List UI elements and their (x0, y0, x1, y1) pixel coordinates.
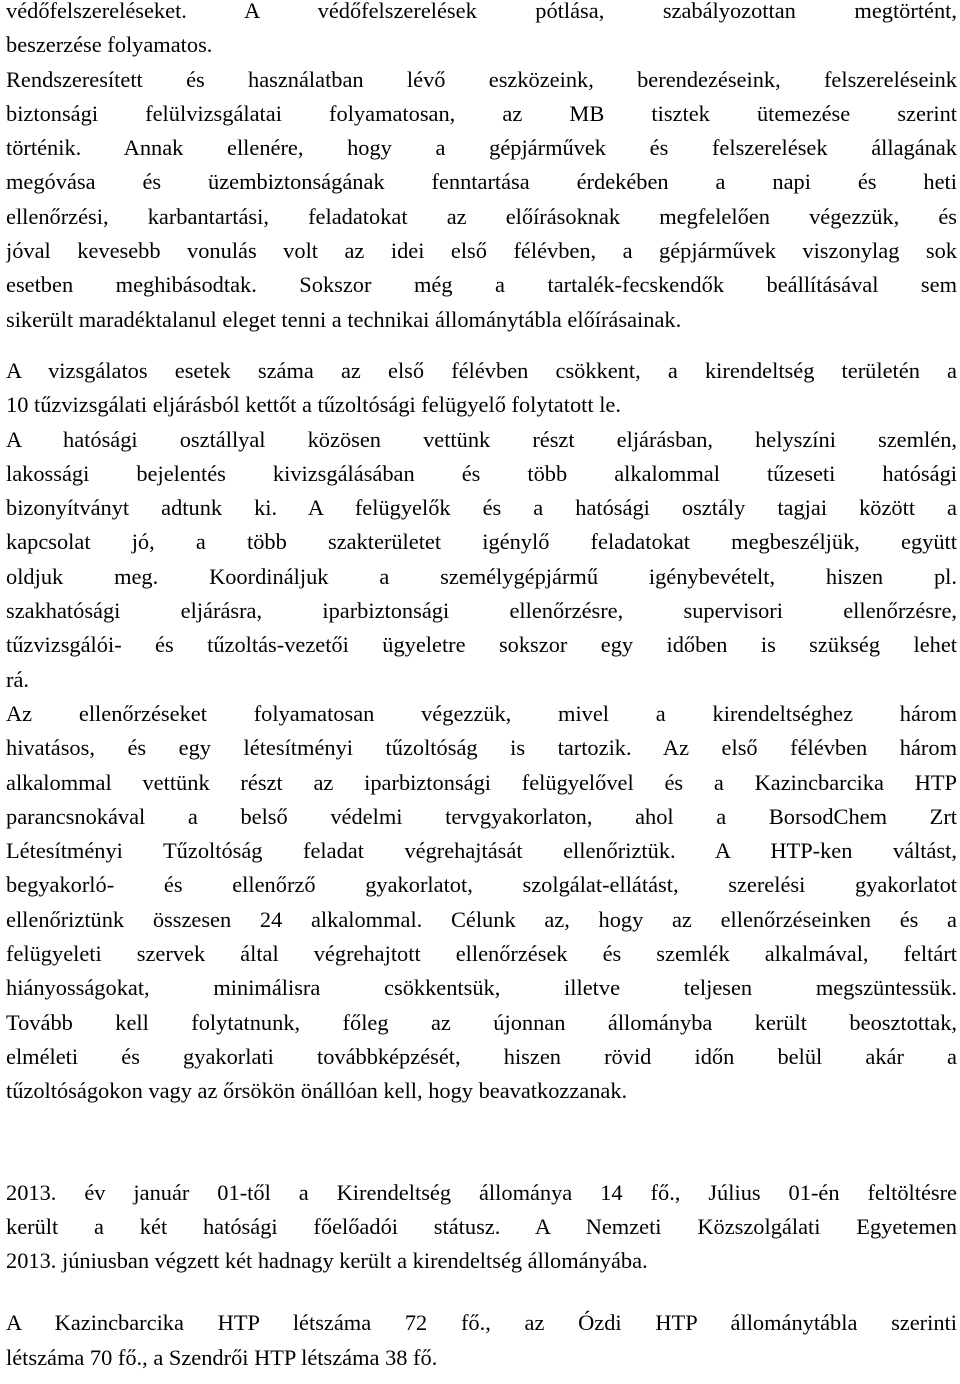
text-line: ellenőriztünk összesen 24 alkalommal. Célunk az, hogy az ellenőrzéseinken és a (6, 906, 957, 932)
text-line: hiányosságokat, minimálisra csökkentsük, illetve teljesen megszüntessük. (6, 975, 957, 1001)
text-line: begyakorló- és ellenőrző gyakorlatot, szolgálat-ellátást, szerelési gyakorlatot (6, 872, 957, 898)
paragraph-htp-headcount (6, 1306, 957, 1375)
text-line: felügyeleti szervek által végrehajtott ellenőrzések és szemlék alkalmával, feltárt (6, 941, 957, 967)
text-line: alkalommal vettünk részt az iparbiztonsági felügyelővel és a Kazincbarcika HTP (6, 769, 957, 795)
text-line: tűzvizsgálói- és tűzoltás-vezetői ügyeletre sokszor egy időben is szükség lehet (6, 632, 957, 658)
text-line: Tovább kell folytatnunk, főleg az újonnan állományba került beosztottak, (6, 1009, 957, 1035)
text-line: létszáma 70 fő., a Szendrői HTP létszáma 38 fő. (6, 1344, 438, 1370)
text-line: védőfelszereléseket. A védőfelszerelések pótlása, szabályozottan megtörtént, (6, 0, 957, 23)
text-line: lakossági bejelentés kivizsgálásában és több alkalommal tűzeseti hatósági (6, 460, 957, 486)
paragraph-gap (6, 1109, 957, 1176)
text-line: A hatósági osztállyal közösen vettünk részt eljárásban, helyszíni szemlén, (6, 426, 957, 452)
text-line: történik. Annak ellenére, hogy a gépjárművek és felszerelések állagának (6, 135, 957, 161)
text-line: hivatásos, és egy létesítményi tűzoltóság is tartozik. Az első félévben három (6, 735, 957, 761)
paragraph-gap (6, 337, 957, 354)
text-line: biztonsági felülvizsgálatai folyamatosan, az MB tisztek ütemezése szerint (6, 100, 957, 126)
paragraph-equipment-maintenance (6, 0, 957, 337)
text-line: Rendszeresített és használatban lévő eszközeink, berendezéseink, felszereléseink (6, 66, 957, 92)
text-line: ellenőrzési, karbantartási, feladatokat az előírásoknak megfelelően végezzük, és (6, 203, 957, 229)
paragraph-inspections (6, 354, 957, 1109)
text-line: tűzoltóságokon vagy az őrsökön önállóan kell, hogy beavatkozzanak. (6, 1078, 628, 1104)
text-line: kapcsolat jó, a több szakterületet igénylő feladatokat megbeszéljük, együtt (6, 529, 957, 555)
text-line: parancsnokával a belső védelmi tervgyakorlaton, ahol a BorsodChem Zrt (6, 803, 957, 829)
text-line: esetben meghibásodtak. Sokszor még a tartalék-fecskendők beállításával sem (6, 272, 957, 298)
text-line: került a két hatósági főelőadói státusz. A Nemzeti Közszolgálati Egyetemen (6, 1213, 957, 1239)
text-line: Létesítményi Tűzoltóság feladat végrehajtását ellenőriztük. A HTP-ken váltást, (6, 838, 957, 864)
paragraph-gap (6, 1278, 957, 1306)
text-line: A vizsgálatos esetek száma az első félévben csökkent, a kirendeltség területén a (6, 357, 957, 383)
text-line: 2013. júniusban végzett két hadnagy került a kirendeltség állományába. (6, 1248, 648, 1274)
text-line: oldjuk meg. Koordináljuk a személygépjármű igénybevételt, hiszen pl. (6, 563, 957, 589)
text-line: 10 tűzvizsgálati eljárásból kettőt a tűzoltósági felügyelő folytatott le. (6, 392, 621, 418)
text-line: sikerült maradéktalanul eleget tenni a technikai állománytábla előírásainak. (6, 306, 682, 332)
text-line: Az ellenőrzéseket folyamatosan végezzük, mivel a kirendeltséghez három (6, 700, 957, 726)
text-line: 2013. év január 01-től a Kirendeltség állománya 14 fő., Július 01-én feltöltésre (6, 1179, 957, 1205)
text-line: megóvása és üzembiztonságának fenntartása érdekében a napi és heti (6, 169, 957, 195)
text-line: bizonyítványt adtunk ki. A felügyelők és a hatósági osztály tagjai között a (6, 495, 957, 521)
text-line: elméleti és gyakorlati továbbképzését, hiszen rövid időn belül akár a (6, 1043, 957, 1069)
paragraph-staffing-2013 (6, 1176, 957, 1279)
text-line: szakhatósági eljárásra, iparbiztonsági ellenőrzésre, supervisori ellenőrzésre, (6, 598, 957, 624)
text-line: jóval kevesebb vonulás volt az idei első félévben, a gépjárművek viszonylag sok (6, 238, 957, 264)
text-line: A Kazincbarcika HTP létszáma 72 fő., az Ózdi HTP állománytábla szerinti (6, 1310, 957, 1336)
text-line: beszerzése folyamatos. (6, 32, 213, 58)
text-line: rá. (6, 666, 29, 692)
